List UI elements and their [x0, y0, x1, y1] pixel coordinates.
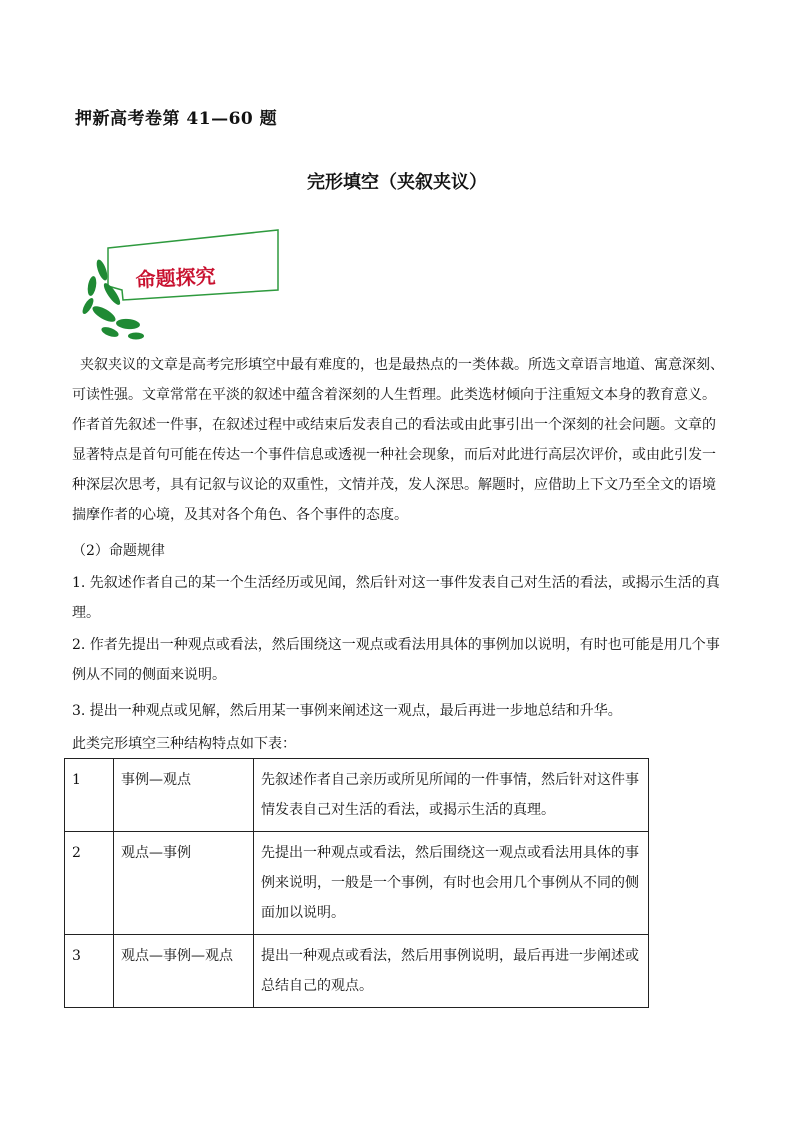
rule-item: 2. 作者先提出一种观点或看法，然后围绕这一观点或看法用具体的事例加以说明，有时也可能是用几个事例从不同的侧面来说明。: [72, 637, 720, 683]
structure-type: 观点—事例—观点: [114, 935, 254, 1008]
structure-description: 提出一种观点或看法，然后用事例说明，最后再进一步阐述或总结自己的观点。: [254, 935, 649, 1008]
structure-description: 先叙述作者自己亲历或所见所闻的一件事情，然后针对这件事情发表自己对生活的看法，或揭示生活的真理。: [254, 759, 649, 832]
table-row: [65, 935, 649, 1008]
intro-paragraph: 夹叙夹议的文章是高考完形填空中最有难度的，也是最热点的一类体裁。所选文章语言地道、寓意深刻、可读性强。文章常常在平淡的叙述中蕴含着深刻的人生哲理。此类选材倾向于注重短文本身的教育意义。作者首先叙述一件事，在叙述过程中或结束后发表自己的看法或由此事引出一个深刻的社会问题。文章的显著特点是首句可能在传达一个事件信息或透视一种社会现象，而后对此进行高层次评价，或由此引发一种深层次思考，具有记叙与议论的双重性，文情并茂，发人深思。解题时，应借助上下文乃至全文的语境揣摩作者的心境，及其对各个角色、各个事件的态度。: [72, 357, 724, 523]
row-number: 2: [65, 832, 114, 935]
table-row: [65, 832, 649, 935]
rules-heading: （2）命题规律: [72, 543, 165, 559]
section-title: 完形填空（夹叙夹议）: [307, 172, 487, 193]
header-title: 押新高考卷第 41—60 题: [75, 109, 278, 129]
structure-table: [64, 758, 649, 1008]
table-intro: 此类完形填空三种结构特点如下表：: [72, 736, 296, 752]
row-number: 3: [65, 935, 114, 1008]
rule-item: 1. 先叙述作者自己的某一个生活经历或见闻，然后针对这一事件发表自己对生活的看法，或揭示生活的真理。: [72, 575, 720, 621]
table-row: [65, 759, 649, 832]
structure-description: 先提出一种观点或看法，然后围绕这一观点或看法用具体的事例来说明，一般是一个事例，有时也会用几个事例从不同的侧面加以说明。: [254, 832, 649, 935]
row-number: 1: [65, 759, 114, 832]
structure-type: 事例—观点: [114, 759, 254, 832]
rule-item: 3. 提出一种观点或见解，然后用某一事例来阐述这一观点，最后再进一步地总结和升华。: [72, 703, 622, 719]
banner-label: 命题探究: [135, 263, 217, 293]
structure-type: 观点—事例: [114, 832, 254, 935]
